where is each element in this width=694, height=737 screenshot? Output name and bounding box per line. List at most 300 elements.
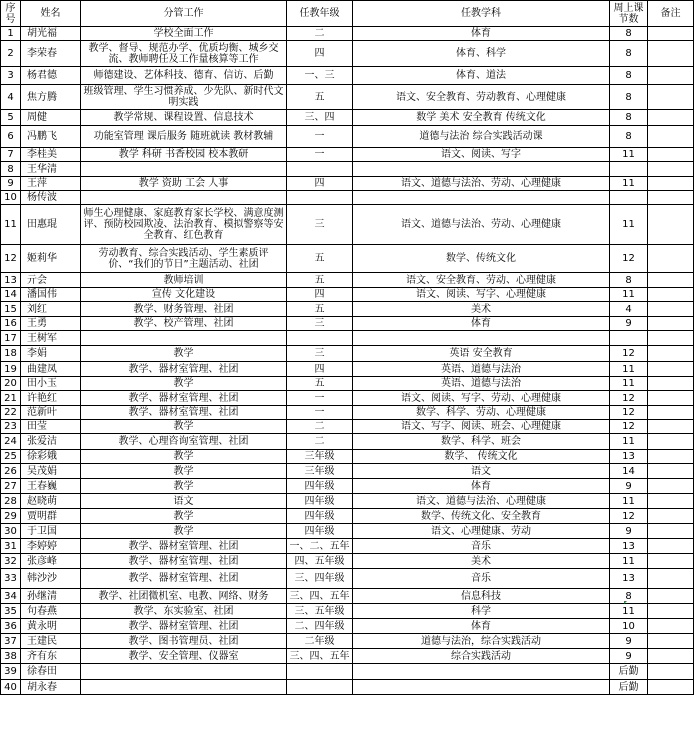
cell-grade: 五 — [287, 377, 353, 391]
cell-no: 31 — [1, 539, 21, 554]
cell-subject: 数学、传统文化、安全教育 — [353, 509, 610, 524]
cell-note — [648, 67, 694, 85]
cell-subject: 语文、道德与法治、劳动、心理健康 — [353, 205, 610, 245]
cell-duty: 教学、器材室管理、社团 — [81, 406, 287, 420]
cell-hours: 9 — [610, 479, 648, 494]
table-row — [1, 406, 694, 420]
cell-note — [648, 331, 694, 346]
cell-grade: 五 — [287, 302, 353, 317]
cell-no: 22 — [1, 406, 21, 420]
cell-name: 曲建凤 — [21, 362, 81, 377]
cell-subject: 音乐 — [353, 539, 610, 554]
table-row — [1, 524, 694, 539]
cell-no: 18 — [1, 346, 21, 362]
cell-subject: 体育 — [353, 27, 610, 41]
cell-subject: 数学、 传统文化 — [353, 450, 610, 464]
cell-name: 许艳红 — [21, 391, 81, 406]
cell-duty: 教学、财务管理、社团 — [81, 302, 287, 317]
cell-subject: 体育、道法 — [353, 67, 610, 85]
table-row — [1, 273, 694, 288]
cell-no: 40 — [1, 680, 21, 695]
cell-hours: 11 — [610, 362, 648, 377]
cell-name: 亓会 — [21, 273, 81, 288]
cell-no: 11 — [1, 205, 21, 245]
cell-no: 15 — [1, 302, 21, 317]
cell-no: 25 — [1, 450, 21, 464]
cell-name: 王萍 — [21, 177, 81, 191]
cell-duty: 教学、器材室管理、社团 — [81, 391, 287, 406]
cell-grade — [287, 664, 353, 680]
cell-name: 周健 — [21, 110, 81, 126]
cell-subject: 语文、道德与法治、劳动、心理健康 — [353, 177, 610, 191]
cell-hours: 11 — [610, 177, 648, 191]
table-row — [1, 391, 694, 406]
cell-no: 20 — [1, 377, 21, 391]
cell-hours: 8 — [610, 67, 648, 85]
cell-hours: 11 — [610, 604, 648, 619]
table-row — [1, 649, 694, 664]
cell-name: 黄永明 — [21, 619, 81, 634]
cell-note — [648, 191, 694, 205]
cell-grade: 三、四、五年 — [287, 649, 353, 664]
table-row — [1, 464, 694, 479]
cell-grade: 一 — [287, 406, 353, 420]
cell-no: 30 — [1, 524, 21, 539]
cell-hours: 12 — [610, 391, 648, 406]
cell-duty: 教学 — [81, 420, 287, 434]
cell-note — [648, 539, 694, 554]
cell-grade: 四年级 — [287, 494, 353, 509]
cell-grade: 二年级 — [287, 634, 353, 649]
cell-subject: 体育 — [353, 317, 610, 331]
cell-subject: 科学 — [353, 604, 610, 619]
cell-name: 杨传波 — [21, 191, 81, 205]
cell-note — [648, 634, 694, 649]
cell-no: 36 — [1, 619, 21, 634]
cell-note — [648, 680, 694, 695]
cell-note — [648, 346, 694, 362]
cell-note — [648, 589, 694, 604]
cell-grade — [287, 680, 353, 695]
cell-subject: 语文、阅读、写字、劳动、心理健康 — [353, 391, 610, 406]
cell-note — [648, 205, 694, 245]
cell-duty: 宣传 文化建设 — [81, 288, 287, 302]
cell-hours: 9 — [610, 649, 648, 664]
cell-hours: 9 — [610, 634, 648, 649]
cell-note — [648, 85, 694, 110]
cell-grade: 三、四、五年 — [287, 589, 353, 604]
cell-name: 范新叶 — [21, 406, 81, 420]
cell-name: 冯鹏飞 — [21, 126, 81, 148]
cell-subject: 美术 — [353, 302, 610, 317]
cell-grade: 三、五年级 — [287, 604, 353, 619]
cell-hours: 8 — [610, 27, 648, 41]
cell-hours: 11 — [610, 148, 648, 162]
header-subject: 任教学科 — [353, 1, 610, 27]
cell-hours: 11 — [610, 377, 648, 391]
cell-hours: 12 — [610, 509, 648, 524]
cell-name: 于卫国 — [21, 524, 81, 539]
cell-name: 刘红 — [21, 302, 81, 317]
cell-note — [648, 302, 694, 317]
header-name: 姓名 — [21, 1, 81, 27]
cell-grade: 五 — [287, 245, 353, 273]
cell-hours: 4 — [610, 302, 648, 317]
cell-note — [648, 664, 694, 680]
cell-hours: 8 — [610, 589, 648, 604]
table-row — [1, 479, 694, 494]
cell-duty: 教学 — [81, 509, 287, 524]
cell-note — [648, 649, 694, 664]
table-row — [1, 346, 694, 362]
cell-note — [648, 479, 694, 494]
cell-grade: 一 — [287, 148, 353, 162]
cell-grade: 一 — [287, 126, 353, 148]
cell-name: 王春巍 — [21, 479, 81, 494]
cell-name: 姬莉华 — [21, 245, 81, 273]
cell-name: 李荣春 — [21, 41, 81, 67]
cell-note — [648, 162, 694, 177]
cell-grade: 一、三 — [287, 67, 353, 85]
cell-subject: 语文、阅读、写字 — [353, 148, 610, 162]
cell-no: 34 — [1, 589, 21, 604]
cell-subject: 语文、心理健康、劳动 — [353, 524, 610, 539]
header-row — [1, 1, 694, 27]
cell-subject: 英语、道德与法治 — [353, 362, 610, 377]
cell-grade: 四 — [287, 288, 353, 302]
cell-hours: 13 — [610, 450, 648, 464]
cell-hours — [610, 162, 648, 177]
cell-grade — [287, 331, 353, 346]
cell-no: 2 — [1, 41, 21, 67]
cell-subject: 英语、道德与法治 — [353, 377, 610, 391]
cell-subject: 语文、安全教育、劳动教育、心理健康 — [353, 85, 610, 110]
cell-hours: 11 — [610, 205, 648, 245]
cell-no: 4 — [1, 85, 21, 110]
table-row — [1, 589, 694, 604]
cell-hours: 8 — [610, 41, 648, 67]
cell-subject — [353, 162, 610, 177]
header-duty: 分管工作 — [81, 1, 287, 27]
cell-hours: 12 — [610, 245, 648, 273]
cell-name: 张爱洁 — [21, 434, 81, 450]
table-row — [1, 317, 694, 331]
cell-grade: 三年级 — [287, 450, 353, 464]
cell-no: 39 — [1, 664, 21, 680]
table-row — [1, 27, 694, 41]
cell-duty: 教学、图书管理员、社团 — [81, 634, 287, 649]
cell-no: 19 — [1, 362, 21, 377]
cell-subject: 语文、安全教育、劳动、心理健康 — [353, 273, 610, 288]
cell-note — [648, 450, 694, 464]
cell-name: 胡永春 — [21, 680, 81, 695]
cell-hours: 8 — [610, 126, 648, 148]
table-row — [1, 539, 694, 554]
cell-subject — [353, 331, 610, 346]
cell-duty: 班级管理、学生习惯养成、少先队、新时代文明实践 — [81, 85, 287, 110]
cell-hours: 11 — [610, 288, 648, 302]
cell-duty: 教学 — [81, 346, 287, 362]
cell-grade: 二 — [287, 420, 353, 434]
table-row — [1, 420, 694, 434]
cell-no: 38 — [1, 649, 21, 664]
cell-grade: 三 — [287, 346, 353, 362]
header-hours: 周上课节数 — [610, 1, 648, 27]
cell-no: 28 — [1, 494, 21, 509]
cell-grade: 三年级 — [287, 464, 353, 479]
cell-subject: 道德与法治 综合实践活动课 — [353, 126, 610, 148]
cell-name: 田莹 — [21, 420, 81, 434]
cell-hours — [610, 331, 648, 346]
cell-name: 田小玉 — [21, 377, 81, 391]
cell-note — [648, 273, 694, 288]
cell-name: 句春燕 — [21, 604, 81, 619]
cell-subject: 语文、写字、阅读、班会、心理健康 — [353, 420, 610, 434]
cell-no: 6 — [1, 126, 21, 148]
cell-hours: 11 — [610, 554, 648, 569]
cell-note — [648, 110, 694, 126]
cell-note — [648, 377, 694, 391]
cell-grade — [287, 191, 353, 205]
cell-no: 24 — [1, 434, 21, 450]
cell-duty: 教师培训 — [81, 273, 287, 288]
cell-no: 10 — [1, 191, 21, 205]
header-note: 备注 — [648, 1, 694, 27]
table-row — [1, 554, 694, 569]
cell-no: 35 — [1, 604, 21, 619]
cell-note — [648, 317, 694, 331]
cell-duty: 教学、督导、规范办学、优质均衡、城乡交流、教师聘任及工作量核算等工作 — [81, 41, 287, 67]
cell-hours: 12 — [610, 420, 648, 434]
cell-note — [648, 524, 694, 539]
cell-no: 37 — [1, 634, 21, 649]
cell-no: 9 — [1, 177, 21, 191]
cell-note — [648, 362, 694, 377]
cell-hours: 8 — [610, 110, 648, 126]
cell-no: 33 — [1, 569, 21, 589]
table-row — [1, 680, 694, 695]
cell-subject: 语文、阅读、写字、心理健康 — [353, 288, 610, 302]
cell-name: 贾明群 — [21, 509, 81, 524]
cell-subject — [353, 191, 610, 205]
cell-subject: 英语 安全教育 — [353, 346, 610, 362]
cell-duty: 教学、器材室管理、社团 — [81, 362, 287, 377]
cell-grade: 二 — [287, 434, 353, 450]
cell-hours — [610, 191, 648, 205]
cell-no: 17 — [1, 331, 21, 346]
cell-no: 7 — [1, 148, 21, 162]
cell-subject: 综合实践活动 — [353, 649, 610, 664]
table-row — [1, 148, 694, 162]
cell-hours: 11 — [610, 434, 648, 450]
table-row — [1, 126, 694, 148]
cell-subject: 语文 — [353, 464, 610, 479]
cell-no: 29 — [1, 509, 21, 524]
cell-hours: 14 — [610, 464, 648, 479]
cell-note — [648, 569, 694, 589]
cell-note — [648, 509, 694, 524]
table-row — [1, 664, 694, 680]
cell-subject: 体育 — [353, 479, 610, 494]
cell-name: 吴茂娟 — [21, 464, 81, 479]
cell-hours: 13 — [610, 569, 648, 589]
table-row — [1, 205, 694, 245]
staff-table-body — [1, 1, 694, 695]
cell-name: 杨君德 — [21, 67, 81, 85]
cell-hours: 12 — [610, 346, 648, 362]
cell-name: 胡光福 — [21, 27, 81, 41]
cell-no: 12 — [1, 245, 21, 273]
cell-duty: 教学、心理咨询室管理、社团 — [81, 434, 287, 450]
cell-duty: 师德建设、艺体科技、德育、信访、后勤 — [81, 67, 287, 85]
cell-duty — [81, 664, 287, 680]
cell-name: 王勇 — [21, 317, 81, 331]
cell-duty — [81, 191, 287, 205]
cell-name: 徐春田 — [21, 664, 81, 680]
cell-hours: 12 — [610, 406, 648, 420]
cell-grade: 四年级 — [287, 524, 353, 539]
cell-hours: 9 — [610, 524, 648, 539]
cell-name: 韩沙沙 — [21, 569, 81, 589]
cell-name: 孙继清 — [21, 589, 81, 604]
cell-subject: 数学、传统文化 — [353, 245, 610, 273]
cell-duty: 劳动教育、综合实践活动、学生素质评价、“我们的节日”主题活动、社团 — [81, 245, 287, 273]
cell-no: 32 — [1, 554, 21, 569]
table-row — [1, 245, 694, 273]
cell-name: 齐有东 — [21, 649, 81, 664]
cell-hours: 8 — [610, 273, 648, 288]
cell-grade: 四 — [287, 41, 353, 67]
table-row — [1, 67, 694, 85]
cell-duty: 教学、东实验室、社团 — [81, 604, 287, 619]
cell-hours: 后勤 — [610, 664, 648, 680]
cell-subject: 体育、科学 — [353, 41, 610, 67]
cell-subject: 音乐 — [353, 569, 610, 589]
cell-no: 21 — [1, 391, 21, 406]
cell-note — [648, 126, 694, 148]
table-row — [1, 569, 694, 589]
cell-note — [648, 619, 694, 634]
cell-name: 焦方腾 — [21, 85, 81, 110]
header-no: 序号 — [1, 1, 21, 27]
cell-name: 李娟 — [21, 346, 81, 362]
cell-note — [648, 604, 694, 619]
cell-subject: 体育 — [353, 619, 610, 634]
cell-subject: 道德与法治，综合实践活动 — [353, 634, 610, 649]
table-row — [1, 85, 694, 110]
cell-subject: 语文、道德与法治、心理健康 — [353, 494, 610, 509]
cell-no: 16 — [1, 317, 21, 331]
cell-duty — [81, 331, 287, 346]
cell-name: 王华清 — [21, 162, 81, 177]
cell-grade: 三、四年级 — [287, 569, 353, 589]
cell-duty: 教学、器材室管理、社团 — [81, 539, 287, 554]
cell-grade: 一、二、五年 — [287, 539, 353, 554]
cell-subject: 数学、科学、劳动、心理健康 — [353, 406, 610, 420]
cell-duty: 学校全面工作 — [81, 27, 287, 41]
cell-note — [648, 391, 694, 406]
cell-duty: 教学 — [81, 479, 287, 494]
table-row — [1, 494, 694, 509]
cell-duty: 教学、安全管理、仪器室 — [81, 649, 287, 664]
cell-note — [648, 177, 694, 191]
cell-note — [648, 554, 694, 569]
cell-duty — [81, 162, 287, 177]
cell-duty: 语文 — [81, 494, 287, 509]
cell-name: 李婷婷 — [21, 539, 81, 554]
cell-hours: 10 — [610, 619, 648, 634]
table-row — [1, 177, 694, 191]
cell-name: 潘国伟 — [21, 288, 81, 302]
cell-grade: 三、四 — [287, 110, 353, 126]
cell-subject: 数学 美术 安全教育 传统文化 — [353, 110, 610, 126]
cell-no: 5 — [1, 110, 21, 126]
cell-duty: 教学 — [81, 524, 287, 539]
cell-no: 27 — [1, 479, 21, 494]
cell-duty: 教学 — [81, 464, 287, 479]
cell-hours: 13 — [610, 539, 648, 554]
cell-comment-marker — [624, 601, 627, 604]
header-grade: 任教年级 — [287, 1, 353, 27]
cell-duty: 教学、器材室管理、社团 — [81, 569, 287, 589]
cell-duty — [81, 680, 287, 695]
cell-name: 李桂美 — [21, 148, 81, 162]
cell-note — [648, 148, 694, 162]
cell-note — [648, 434, 694, 450]
cell-subject: 美术 — [353, 554, 610, 569]
cell-name: 张彦峰 — [21, 554, 81, 569]
cell-no: 8 — [1, 162, 21, 177]
cell-hours: 8 — [610, 85, 648, 110]
cell-grade: 一 — [287, 391, 353, 406]
cell-name: 赵晓萌 — [21, 494, 81, 509]
cell-no: 3 — [1, 67, 21, 85]
cell-duty: 教学、器材室管理、社团 — [81, 554, 287, 569]
table-row — [1, 362, 694, 377]
cell-no: 26 — [1, 464, 21, 479]
cell-grade: 二 — [287, 27, 353, 41]
cell-grade: 三 — [287, 205, 353, 245]
cell-duty: 教学 科研 书香校园 校本教研 — [81, 148, 287, 162]
table-row — [1, 288, 694, 302]
cell-subject — [353, 664, 610, 680]
cell-name: 王建民 — [21, 634, 81, 649]
table-row — [1, 509, 694, 524]
cell-no: 14 — [1, 288, 21, 302]
cell-hours: 9 — [610, 317, 648, 331]
cell-grade: 五 — [287, 85, 353, 110]
cell-grade — [287, 162, 353, 177]
cell-duty: 教学、校产管理、社团 — [81, 317, 287, 331]
table-row — [1, 331, 694, 346]
cell-hours: 11 — [610, 494, 648, 509]
table-row — [1, 434, 694, 450]
table-row — [1, 450, 694, 464]
table-row — [1, 302, 694, 317]
cell-note — [648, 420, 694, 434]
cell-grade: 四年级 — [287, 479, 353, 494]
cell-grade: 四 — [287, 177, 353, 191]
cell-duty: 师生心理健康、家庭教育家长学校、满意度测评、预防校园欺凌、法治教育、模拟警察等安全教育、红色教育 — [81, 205, 287, 245]
cell-duty: 教学 资助 工会 人事 — [81, 177, 287, 191]
cell-note — [648, 288, 694, 302]
table-row — [1, 377, 694, 391]
cell-subject: 数学、科学、班会 — [353, 434, 610, 450]
cell-duty: 教学、社团微机室、电教、网络、财务 — [81, 589, 287, 604]
table-row — [1, 619, 694, 634]
cell-grade: 三 — [287, 317, 353, 331]
cell-duty: 教学 — [81, 450, 287, 464]
